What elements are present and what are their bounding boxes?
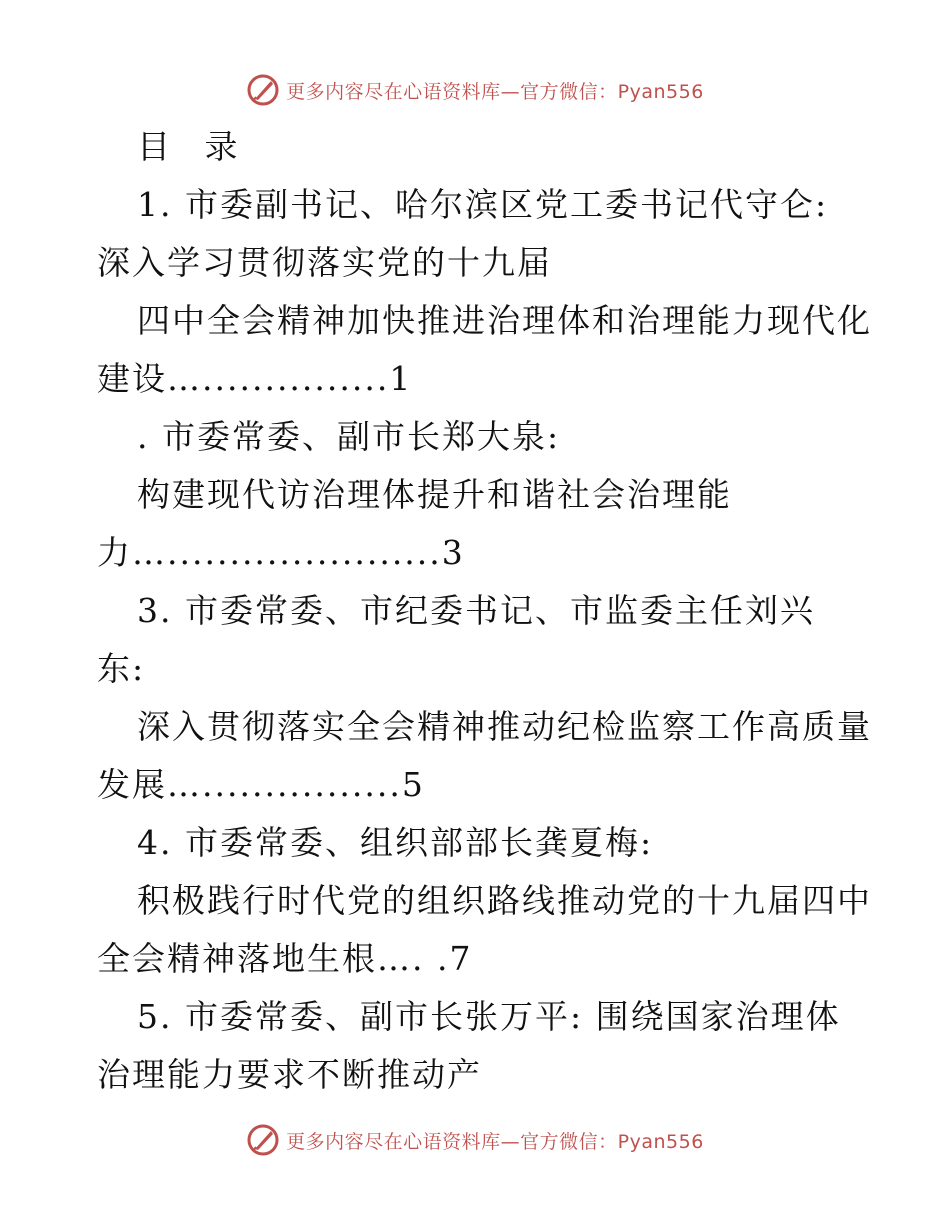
toc-line: 5. 市委常委、副市长张万平: 围绕国家治理体 <box>137 997 841 1036</box>
toc-line: 3. 市委常委、市纪委书记、市监委主任刘兴 <box>137 591 815 630</box>
toc-line: 深入贯彻落实全会精神推动纪检监察工作高质量 <box>137 707 872 746</box>
toc-line: . 市委常委、副市长郑大泉: <box>137 417 561 456</box>
toc-line: 东: <box>97 649 146 688</box>
footer-banner-text: 更多内容尽在心语资料库—官方微信：Pyan556 <box>286 1130 704 1153</box>
toc-line: 四中全会精神加快推进治理体和治理能力现代化 <box>137 301 872 340</box>
quill-pen-circle-icon <box>246 1123 280 1157</box>
toc-line: 构建现代访治理体提升和谐社会治理能 <box>137 475 732 514</box>
toc-title: 目 录 <box>137 127 250 166</box>
toc-line: 深入学习贯彻落实党的十九届 <box>97 243 552 282</box>
table-of-contents <box>97 118 872 1104</box>
footer-banner <box>0 1120 950 1160</box>
quill-pen-circle-icon <box>246 73 280 107</box>
toc-line: 发展…................5 <box>97 765 425 804</box>
toc-line: 力…......................3 <box>97 533 465 572</box>
toc-line: 治理能力要求不断推动产 <box>97 1055 482 1094</box>
toc-line: 1. 市委副书记、哈尔滨区党工委书记代守仑: <box>137 185 829 224</box>
toc-line: 建设…...............1 <box>97 359 413 398</box>
toc-line: 全会精神落地生根…. .7 <box>97 939 473 978</box>
toc-line: 积极践行时代党的组织路线推动党的十九届四中 <box>137 881 872 920</box>
header-banner <box>0 70 950 110</box>
toc-line: 4. 市委常委、组织部部长龚夏梅: <box>137 823 654 862</box>
header-banner-text: 更多内容尽在心语资料库—官方微信：Pyan556 <box>286 80 704 103</box>
